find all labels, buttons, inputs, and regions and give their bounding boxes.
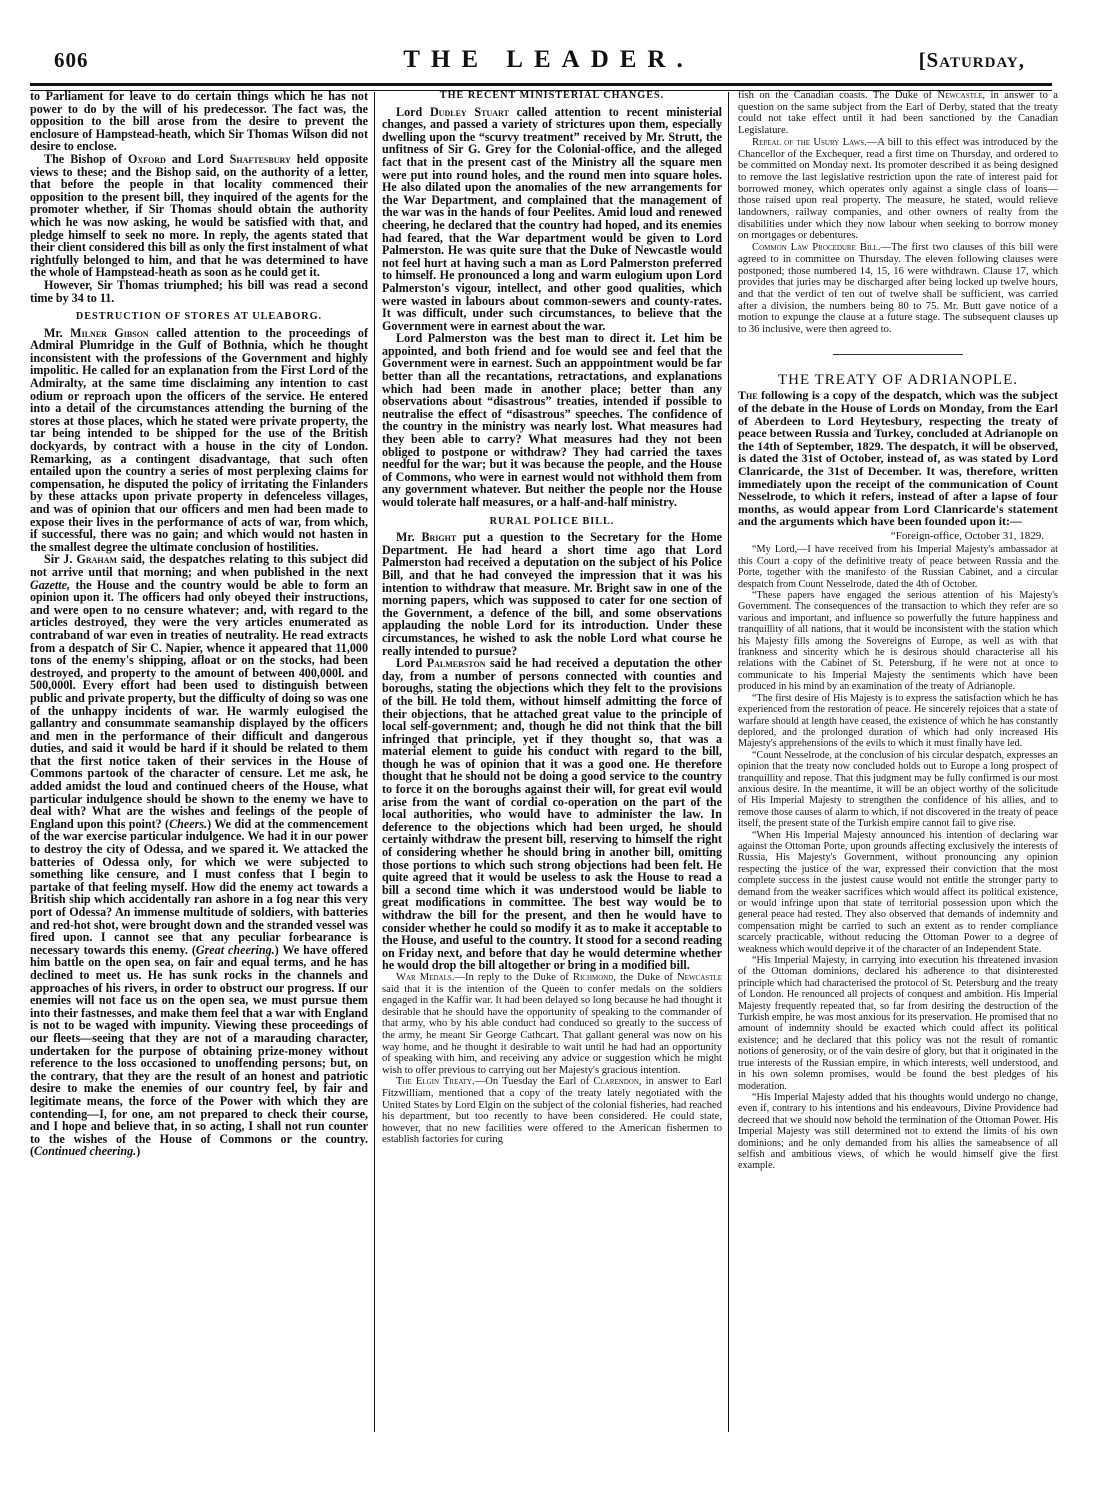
newspaper-title: THE LEADER. xyxy=(403,46,694,73)
person-name: Graham xyxy=(76,552,117,567)
item-lead: Common Law Procedure Bill. xyxy=(752,242,881,254)
item-lead: The Elgin Treaty. xyxy=(396,1076,475,1088)
column-divider-right xyxy=(728,92,729,1432)
paragraph: The following is a copy of the despatch, which was the subject of the debate in the House of Lords on Monday, from the Earl of Aberdeen to Lord Heytesbury, respecting the treaty of peace between Russia and Turkey, concluded at Adrianople on the 14th of September, 1829. The despatch, it will be observed, is dated the 31st of October, instead of, as was stated by Lord Clanricarde, the 31st of December. It was, therefore, written immediately upon the receipt of the communication of Count Nesselrode, to which it refers, instead of after a lapse of four months, as would appear from Lord Clanricarde's statement and the arguments which have been founded upon it:— xyxy=(738,388,1058,529)
section-heading: RURAL POLICE BILL. xyxy=(489,515,615,527)
paragraph: to Parliament for leave to do certain things which he has not power to do by the will of his predecessor. The fact was, the opposition to the bill arose from the desire to prevent the enclosure of Hampstead-heath, which Sir Thomas Wilson did not desire to enclose. xyxy=(30,89,368,154)
section-heading: THE RECENT MINISTERIAL CHANGES. xyxy=(439,90,665,101)
section-heading: DESTRUCTION OF STORES AT ULEABORG. xyxy=(75,311,323,323)
paragraph: War Medals.—In reply to the Duke of Richmond, the Duke of Newcastle said that it is the intention of the Queen to confer medals on the soldiers engaged in the Kaffir war. It had been delayed so long because he had thought it desirable that he should have the opportunity of speaking to the commander of that army, who by his able conduct had conduced so greatly to the success of the army, he meant Sir George Cathcart. That gallant general was now on his way home, and he thought it desirable to wait until he had had an opportunity of speaking with him, and receiving any advice or suggestion which he might wish to offer previous to carrying out her Majesty's gracious intention. xyxy=(382,971,722,1076)
person-name: Shaftesbury xyxy=(229,151,291,166)
person-name: Dudley Stuart xyxy=(429,104,509,119)
paragraph: “Count Nesselrode, at the conclusion of his circular despatch, expresses an opinion that the treaty now concluded holds out to Europe a long prospect of tranquillity and repose. That this judgment may be fully confirmed is our most anxious desire. In the meantime, it will be an object worthy of the solicitude of His Imperial Majesty to strengthen the confidence of his allies, and to remove those causes of alarm to which, if not discovered in the treaty of peace itself, the present state of the Turkish empire cannot fail to give rise. xyxy=(738,749,1058,830)
column-2 xyxy=(382,90,722,1146)
paragraph: Mr. Bright put a question to the Secretary for the Home Department. He had heard a short time ago that Lord Palmerston had received a deputation on the subject of his Police Bill, and that he had conveyed the impression that it was his intention to withdraw that measure. Mr. Bright saw in one of the morning papers, which was supposed to cater for one section of the Government, a defence of the bill, and some observations applauding the noble Lord for its introduction. Under these circumstances, he wished to ask the noble Lord what course he really intended to pursue? xyxy=(382,530,723,658)
person-name: Palmerston xyxy=(426,656,486,671)
paragraph: “These papers have engaged the serious attention of his Majesty's Government. The consequences of the transaction to which they refer are so various and important, and influence so powerfully the future happiness and tranquillity of all nations, that it would be inconsistent with the station which his Majesty fills among the Sovereigns of Europe, as well as with that frankness and sincerity which he is desirous should characterise all his relations with the Cabinet of St. Petersburg, if he were not at once to communicate to his Imperial Majesty the sentiments which have been produced in his mind by an examination of the treaty of Adrianople. xyxy=(738,590,1058,693)
column-3 xyxy=(738,90,1058,1172)
masthead xyxy=(0,40,1097,76)
column-1 xyxy=(30,90,368,1158)
paragraph: Repeal of the Usury Laws.—A bill to this effect was introduced by the Chancellor of the Exchequer, read a first time on Thursday, and ordered to be committed on Monday next. Its promoter described it as being designed to remove the last legislative restriction upon the rate of interest paid for borrowed money, which operates only against a single class of loans—those raised upon real property. The measure, he stated, would relieve landowners, railway companies, and other owners of realty from the disabilities under which they now labour when seeking to borrow money on mortgages or debentures. xyxy=(738,136,1058,242)
item-lead: Repeal of the Usury Laws. xyxy=(752,136,867,148)
paragraph: Mr. Milner Gibson called attention to the proceedings of Admiral Plumridge in the Gulf of Bothnia, which he thought inconsistent with the professions of the Government and highly impolitic. He called for an explanation from the First Lord of the Admiralty, at the same time disclaiming any intention to cast odium or reproach upon the officers of the service. He entered into a detail of the circumstances attending the burning of the stores at those places, which he stated were private property, the tar being intended to be shipped for the use of the British dockyards, by contract with a house in the city of London. Remarking, as a contingent disadvantage, that such often entailed upon the country a series of most perplexing claims for compensation, he disputed the policy of irritating the Finlanders by these attacks upon private property in defenceless villages, and was of opinion that our officers and men had been made to expose their lives in the performance of acts of war, from which, if successful, there was no gain; and which would not hasten in the smallest degree the ultimate conclusion of hostilities. xyxy=(30,325,368,554)
treaty-article xyxy=(738,389,1058,528)
despatch-letter xyxy=(738,531,1058,1172)
person-name: Bright xyxy=(421,530,457,545)
dateline: [Saturday, xyxy=(918,48,1025,72)
paragraph: “My Lord,—I have received from his Imperial Majesty's ambassador at this Court a copy of the definitive treaty of peace between Russia and the Porte, together with the manifesto of the Russian Cabinet, and a circular despatch from Count Nesselrode, dated the 4th of October. xyxy=(738,544,1058,590)
person-name: Oxford xyxy=(127,151,166,166)
paragraph: Sir J. Graham said, the despatches relating to this subject did not arrive until that morning; and when published in the next Gazette, the House and the country would be able to form an opinion upon it. The officers had only obeyed their instructions, and were open to no censure whatever; and, with regard to the articles destroyed, they were the very articles enumerated as contraband of war even in treaties of neutrality. He read extracts from a despatch of Sir C. Napier, whence it appeared that 11,000 tons of the enemy's shipping, afloat or on the stocks, had been destroyed, and property to the amount of between 400,000l. and 500,000l. Every effort had been used to distinguish between public and private property, but the difficulty of doing so was one of the unhappy incidents of war. He warmly eulogised the gallantry and consummate seamanship displayed by the officers and men in the performance of their difficult and dangerous duties, and said it would be hard if it should be related to them that the first notice taken of their services in the House of Commons partook of the character of censure. Let me ask, he added amidst the loud and continued cheers of the House, what particular indulgence should be shown to the enemy we have to deal with? What are the wishes and feelings of the people of England upon this point? (Cheers.) We did at the commencement of the war exercise particular indulgence. We had it in our power to destroy the city of Odessa, and we spared it. We attacked the batteries of Odessa only, for which we were subjected to something like censure, and I must confess that I begin to partake of that feeling myself. How did the enemy act towards a British ship which accidentally ran ashore in a fog near this very port of Odessa? An immense multitude of soldiers, with batteries and red-hot shot, were brought down and the stranded vessel was fired upon. I cannot see that any peculiar forbearance is necessary towards this enemy. (Great cheering.) We have offered him battle on the open sea, on fair and equal terms, and he has declined to meet us. He has sunk rocks in the channels and approaches of his rivers, in order to obstruct our progress. If our enemies will not face us on the open sea, we must pursue them into their fastnesses, and make them feel that a war with England is not to be waged with impunity. Viewing these proceedings of our fleets—seeing that they are not of a marauding character, undertaken for the purpose of obtaining prize-money without reference to the loss occasioned to unoffending persons; but, on the contrary, that they are the result of an honest and patriotic desire to make the enemies of our country feel, by fair and legitimate means, the force of the Power with which they are contending—I, for one, am not prepared to check their course, and I hope and believe that, in so acting, I shall not run counter to the wishes of the House of Commons or the country. (Continued cheering.) xyxy=(30,552,368,1159)
page-number: 606 xyxy=(54,48,89,72)
article-heading: THE TREATY OF ADRIANOPLE. xyxy=(777,371,1018,388)
column-divider-left xyxy=(374,92,375,1432)
paragraph: Common Law Procedure Bill.—The first two clauses of this bill were agreed to in committee on Thursday. The eleven following clauses were postponed; those numbered 14, 15, 16 were withdrawn. Clause 17, which provides that juries may be discharged after being locked up twelve hours, and that the verdict of ten out of twelve shall be sufficient, was carried after a division, the numbers being 80 to 75. Mr. Butt gave notice of a motion to expunge the clause at a future stage. The subsequent clauses up to 36 inclusive, were then agreed to. xyxy=(738,242,1058,336)
section-separator xyxy=(833,354,963,355)
paragraph: The Bishop of Oxford and Lord Shaftesbury held opposite views to these; and the Bishop said, on the authority of a letter, that before the people in that locality commenced their opposition to the present bill, they inquired of the agents for the promoter whether, if Sir Thomas should obtain the authority which he was now asking, he would be satisfied with that, and pledge himself to seek no more. In reply, the agents stated that their client considered this bill as only the first instalment of what rightfully belonged to him, and that he was determined to have the whole of Hampstead-heath as soon as he could get it. xyxy=(30,151,369,280)
paragraph: “The first desire of His Majesty is to express the satisfaction which he has experienced from the restoration of peace. He sincerely rejoices that a state of warfare should at length have ceased, the existence of which he has constantly deplored, and the prolonged duration of which had only increased His Majesty's apprehensions of the evils to which it must finally have led. xyxy=(738,692,1058,750)
paragraph: “His Imperial Majesty added that his thoughts would undergo no change, even if, contrary to his intentions and his endeavours, Divine Providence had decreed that we should now behold the termination of the Ottoman Power. His Imperial Majesty was still determined not to extend the limits of his own dominions; and he only demanded from his allies the sameabsence of all selfish and ambitious views, of which he would himself give the first example. xyxy=(738,1091,1058,1172)
item-lead: War Medals. xyxy=(396,971,455,983)
paragraph: Lord Palmerston said he had received a deputation the other day, from a number of persons connected with counties and boroughs, stating the objections which they felt to the provisions of the bill. He told them, without himself admitting the force of their objections, that he attached great value to the principle of local self-government; and, though he did not think that the bill infringed that principle, yet if they thought so, that was a material element to guide his conduct with regard to the bill, though he was of opinion that it was a good one. He therefore thought that he should not be doing a good service to the country to force it on the boroughs against their will, for great evil would arise from the want of cordial co-operation on the part of the local authorities, who would have to administer the law. In deference to the objections which had been urged, he should certainly withdraw the present bill, reserving to himself the right of considering whether he should bring in another bill, omitting those portions to which such strong objections had been felt. He quite agreed that it would be useless to ask the House to read a bill a second time which it was understood would be liable to great modifications in committee. The best way would be to withdraw the bill for the present, and then he would have to consider whether he could so modify it as to make it acceptable to the House, and useful to the country. It stood for a second reading on Friday next, and before that day he would determine whether he would drop the bill altogether or bring in a modified bill. xyxy=(382,656,722,973)
paragraph: fish on the Canadian coasts. The Duke of Newcastle, in answer to a question on the same subject from the Earl of Derby, stated that the treaty could not take effect until it had been sanctioned by the Canadian Legislature. xyxy=(738,90,1058,137)
person-name: Milner Gibson xyxy=(70,325,149,340)
paragraph: The Elgin Treaty.—On Tuesday the Earl of Clarendon, in answer to Earl Fitzwilliam, mentioned that a copy of the treaty lately negotiated with the United States by Lord Elgin on the subject of the colonial fisheries, had reached his department, but too recently to have been considered. He could state, however, that no new facilities were offered to the American fishermen to establish factories for curing xyxy=(382,1076,722,1146)
paragraph: “His Imperial Majesty, in carrying into execution his threatened invasion of the Ottoman dominions, declared his adherence to that disinterested principle which had characterised the protocol of St. Petersburg and the treaty of London. He renounced all projects of conquest and ambition. His Imperial Majesty frequently repeated that, so far from desiring the destruction of the Turkish empire, he was most anxious for its preservation. He promised that no amount of indemnity should be exacted which could affect its political existence; and he declared that this policy was not the result of romantic notions of generosity, or of the vain desire of glory, but that it originated in the true interests of the Russian empire, in which interests, well understood, and in his own solemn promises, would be found the best pledges of his moderation. xyxy=(738,955,1058,1092)
paragraph: Lord Palmerston was the best man to direct it. Let him be appointed, and both friend and foe would see and feel that the Government were in earnest. Such an apppointment would be far better than all the recantations, retractations, and explanations which had been made in another place; better than any observations about “disastrous” treaties, intended if possible to neutralise the effect of “disastrous” speeches. The confidence of the country in the ministry was nearly lost. What measures had they been able to carry? What measures had they not been obliged to postpone or withdraw? They had carried the taxes needful for the war; but it was because the people, and the House of Commons, who were in earnest would not withhold them from any government whatever. But neither the people nor the House would tolerate half measures, or a half-and-half ministry. xyxy=(382,331,722,509)
paragraph: However, Sir Thomas triumphed; his bill was read a second time by 34 to 11. xyxy=(30,277,368,305)
paragraph: Lord Dudley Stuart called attention to recent ministerial changes, and passed a variety of strictures upon them, especially dwelling upon the “scurvy treatment” received by Mr. Strutt, the unfitness of Sir G. Grey for the Colonial-office, and the alleged fact that in the present cast of the Ministry all the square men were put into round holes, and the round men into square holes. He also dilated upon the anomalies of the new arrangements for the War Department, and complained that the management of the war was in the hands of four Peelites. Amid loud and renewed cheering, he declared that the country had hoped, and its enemies had feared, that the War department would be given to Lord Palmerston. He was quite sure that the Duke of Newcastle would not feel hurt at having such a man as Lord Palmerston preferred to himself. He pronounced a long and warm eulogium upon Lord Palmerston's vigour, intellect, and other good qualities, which were wasted in labours about common-sewers and county-rates. It was difficult, under such circumstances, to believe that the Government were in earnest about the war. xyxy=(382,104,722,333)
paragraph: “When His Imperial Majesty announced his intention of declaring war against the Ottoman Porte, upon grounds affecting exclusively the interests of Russia, His Majesty's Government, without pronouncing any opinion respecting the justice of the war, expressed their conviction that the most complete success in the justest cause would not entitle the stronger party to demand from the weaker sacrifices which would affect its political existence, or would infringe upon that state of territorial possession upon which the general peace had rested. They also observed that demands of indemnity and compensation might be carried to such an extent as to render compliance scarcely practicable, without reducing the Ottoman Power to a degree of weakness which would deprive it of the character of an Independent State. xyxy=(738,829,1058,955)
letter-dateline: “Foreign-office, October 31, 1829. xyxy=(890,530,1044,542)
